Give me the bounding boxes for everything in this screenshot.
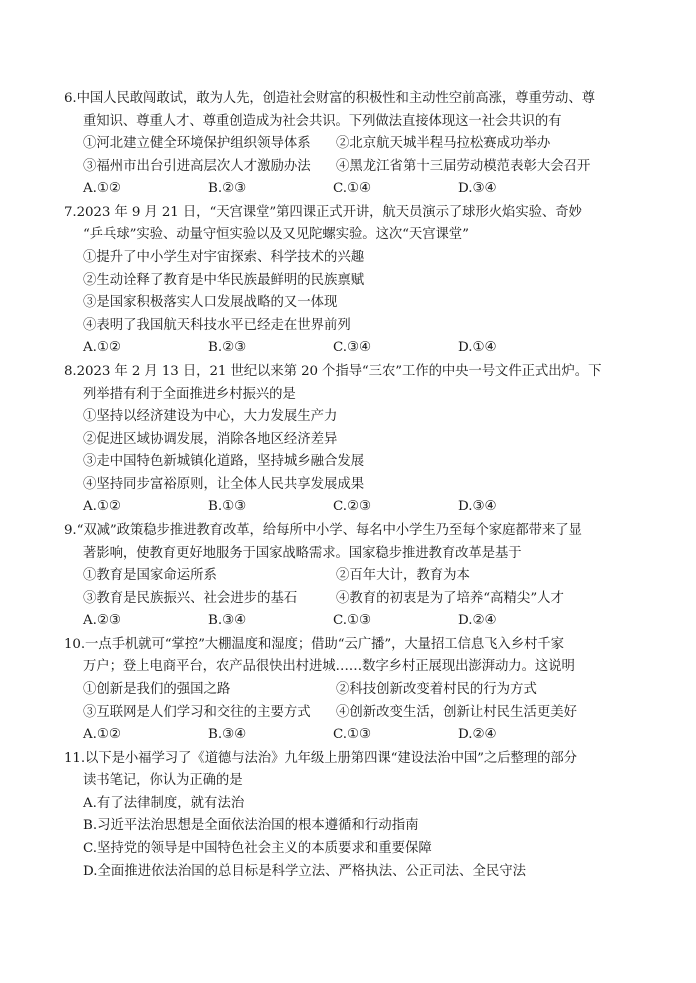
option-d[interactable]: D.③④ [458,499,497,515]
statement-list [64,247,649,337]
option-b[interactable]: B.②③ [208,340,247,356]
statement-2: ②科技创新改变着村民的行为方式 [336,682,537,697]
answer-options [64,496,649,519]
option-c[interactable]: C.坚持党的领导是中国特色社会主义的本质要求和重要保障 [83,841,432,857]
option-a[interactable]: A.②③ [83,613,121,629]
question-stem-line: 9.“双减”政策稳步推进教育改革，给每所中小学、每名中小学生乃至每个家庭都带来了显 [64,522,582,538]
statement-grid [64,133,649,178]
question-stem-line: 11.以下是小福学习了《道德与法治》九年级上册第四课“建设法治中国”之后整理的部分 [64,750,577,766]
option-b[interactable]: B.②③ [208,181,247,197]
option-c[interactable]: C.①④ [333,181,372,197]
statement-4: ④表明了我国航天科技水平已经走在世界前列 [83,317,351,333]
statement-1: ①提升了中小学生对宇宙探索、科学技术的兴趣 [83,250,365,266]
question-stem-line: “乒乓球”实验、动量守恒实验以及又见陀螺实验。这次“天宫课堂” [83,227,469,243]
question-stem-line: 10.一点手机就可“掌控”大棚温度和湿度；借助“云广播”，大量招工信息飞入乡村千家 [64,636,564,652]
statement-3: ③教育是民族振兴、社会进步的基石 [83,590,298,606]
option-d[interactable]: D.①④ [458,340,497,356]
question-stem-line: 读书笔记，你认为正确的是 [83,773,243,789]
statement-3: ③互联网是人们学习和交往的主要方式 [83,704,311,720]
statement-4: ④坚持同步富裕原则，让全体人民共享发展成果 [83,476,365,492]
answer-options [64,337,649,360]
question-stem-line: 列举措有利于全面推进乡村振兴的是 [83,386,296,402]
option-d[interactable]: D.②④ [458,727,497,743]
option-a[interactable]: A.①② [83,340,121,356]
option-b[interactable]: B.③④ [208,727,247,743]
statement-4: ④黑龙江省第十三届劳动模范表彰大会召开 [336,158,591,174]
statement-grid [64,565,649,610]
question-stem-line: 万户；登上电商平台，农产品很快出村进城……数字乡村正展现出澎湃动力。这说明 [83,659,575,675]
question-8 [64,361,649,519]
option-a[interactable]: A.①② [83,499,121,515]
question-9 [64,520,649,633]
statement-4: ④教育的初衷是为了培养“高精尖”人才 [336,590,564,606]
question-11 [64,748,649,884]
option-b[interactable]: B.习近平法治思想是全面依法治国的根本遵循和行动指南 [83,818,419,834]
statement-2: ②北京航天城半程马拉松赛成功举办 [336,136,551,152]
statement-1: ①河北建立健全环境保护组织领导体系 [83,136,311,152]
statement-1: ①创新是我们的强国之路 [83,682,231,697]
statement-list [64,406,649,496]
option-b[interactable]: B.③④ [208,613,247,629]
option-c[interactable]: C.①③ [333,727,372,743]
question-10 [64,634,649,747]
option-d[interactable]: D.全面推进依法治国的总目标是科学立法、严格执法、公正司法、全民守法 [83,863,527,879]
option-a[interactable]: A.①② [83,727,121,743]
question-stem-line: 7.2023 年 9 月 21 日，“天宫课堂”第四课正式开讲，航天员演示了球形火焰实验、奇妙 [64,204,582,220]
option-d[interactable]: D.③④ [458,181,497,197]
answer-options [64,610,649,633]
option-b[interactable]: B.①③ [208,499,247,515]
statement-3: ③福州市出台引进高层次人才激励办法 [83,158,311,174]
question-stem-line: 著影响，使教育更好地服务于国家战略需求。国家稳步推进教育改革是基于 [83,545,522,561]
answer-options [64,724,649,747]
option-d[interactable]: D.②④ [458,613,497,629]
option-a[interactable]: A.①② [83,181,121,197]
option-c[interactable]: C.③④ [333,340,372,356]
statement-2: ②百年大计，教育为本 [336,568,470,584]
question-stem-line: 6.中国人民敢闯敢试，敢为人先，创造社会财富的积极性和主动性空前高涨，尊重劳动、尊 [64,91,595,106]
answer-options [64,178,649,201]
answer-choices [64,793,649,883]
option-c[interactable]: C.①③ [333,613,372,629]
option-a[interactable]: A.有了法律制度，就有法治 [83,795,245,811]
statement-2: ②促进区域协调发展，消除各地区经济差异 [83,431,338,447]
statement-1: ①教育是国家命运所系 [83,568,217,584]
question-6 [64,88,649,201]
statement-4: ④创新改变生活，创新让村民生活更美好 [336,704,578,720]
statement-3: ③走中国特色新城镇化道路，坚持城乡融合发展 [83,454,365,470]
question-7 [64,202,649,360]
question-list [64,88,649,883]
statement-1: ①坚持以经济建设为中心，大力发展生产力 [83,409,338,425]
statement-2: ②生动诠释了教育是中华民族最鲜明的民族禀赋 [83,272,365,288]
option-c[interactable]: C.②③ [333,499,372,515]
statement-grid [64,679,649,724]
statement-3: ③是国家积极落实人口发展战略的又一体现 [83,295,338,311]
question-stem-line: 重知识、尊重人才、尊重创造成为社会共识。下列做法直接体现这一社会共识的有 [83,113,562,129]
question-stem-line: 8.2023 年 2 月 13 日，21 世纪以来第 20 个指导“三农”工作的中央一号文件正式出炉。下 [64,363,602,379]
